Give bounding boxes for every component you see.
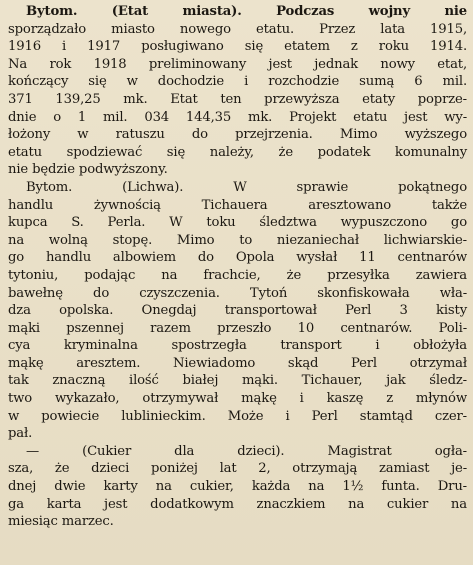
article-line: pał. <box>8 426 33 442</box>
article-etat-miasta <box>8 3 467 179</box>
article-line: kończący się w dochodzie i rozchodzie sumą 6 mil. <box>8 74 467 90</box>
article-line: 1916 i 1917 posługiwano się etatem z roku 1914. <box>8 39 467 55</box>
article-line: dnej dwie karty na cukier, każda na 1½ funta. Dru- <box>8 479 467 495</box>
article-line: sporządzało miasto nowego etatu. Przez lata 1915, <box>8 21 467 37</box>
article-line: tytoniu, podając na frachcie, że przesyłka zawiera <box>8 267 467 283</box>
article-line: mąkę aresztem. Niewiadomo skąd Perl otrzymał <box>8 355 467 371</box>
article-line: w powiecie lublinieckim. Może i Perl stamtąd czer- <box>8 408 467 424</box>
article-line: Na rok 1918 preliminowany jest jednak nowy etat, <box>8 56 467 72</box>
article-line: two wykazało, otrzymywał mąkę i kaszę z młynów <box>8 391 467 407</box>
article-line: sza, że dzieci poniżej lat 2, otrzymają zamiast je- <box>8 461 467 477</box>
article-line: ga karta jest dodatkowym znaczkiem na cukier na <box>8 496 467 512</box>
article-line: cya kryminalna spostrzegła transport i obłożyła <box>8 338 467 354</box>
article-line: miesiąc marzec. <box>8 514 114 530</box>
article-line: łożony w ratuszu do przejrzenia. Mimo wyższego <box>8 127 467 143</box>
article-line: na wolną stopę. Mimo to niezaniechał lichwiarskie- <box>8 232 467 248</box>
article-lichwa <box>8 179 467 443</box>
article-line: — (Cukier dla dzieci). Magistrat ogła- <box>26 443 467 459</box>
article-line: tak znaczną ilość białej mąki. Tichauer, jak śledz- <box>8 373 467 389</box>
article-line: Bytom. (Etat miasta). Podczas wojny nie <box>26 4 467 19</box>
article-line: 371 139,25 mk. Etat ten przewyższa etaty poprze- <box>8 91 467 107</box>
article-cukier-dla-dzieci <box>8 443 467 531</box>
article-line: handlu żywnością Tichauera aresztowano także <box>8 197 467 213</box>
article-line: nie będzie podwyższony. <box>8 162 168 178</box>
article-line: etatu spodziewać się należy, że podatek komunalny <box>8 144 467 160</box>
article-line: bawełnę do czyszczenia. Tytoń skonfiskowała wła- <box>8 285 467 301</box>
article-line: dnie o 1 mil. 034 144,35 mk. Projekt etatu jest wy- <box>8 109 467 125</box>
article-line: go handlu albowiem do Opola wysłał 11 centnarów <box>8 250 467 266</box>
article-line: kupca S. Perla. W toku śledztwa wypuszczono go <box>8 215 467 231</box>
article-line: dza opolska. Onegdaj transportował Perl 3 kisty <box>8 303 467 319</box>
article-line: Bytom. (Lichwa). W sprawie pokątnego <box>26 179 467 195</box>
article-line: mąki pszennej razem przeszło 10 centnarów. Poli- <box>8 320 467 336</box>
